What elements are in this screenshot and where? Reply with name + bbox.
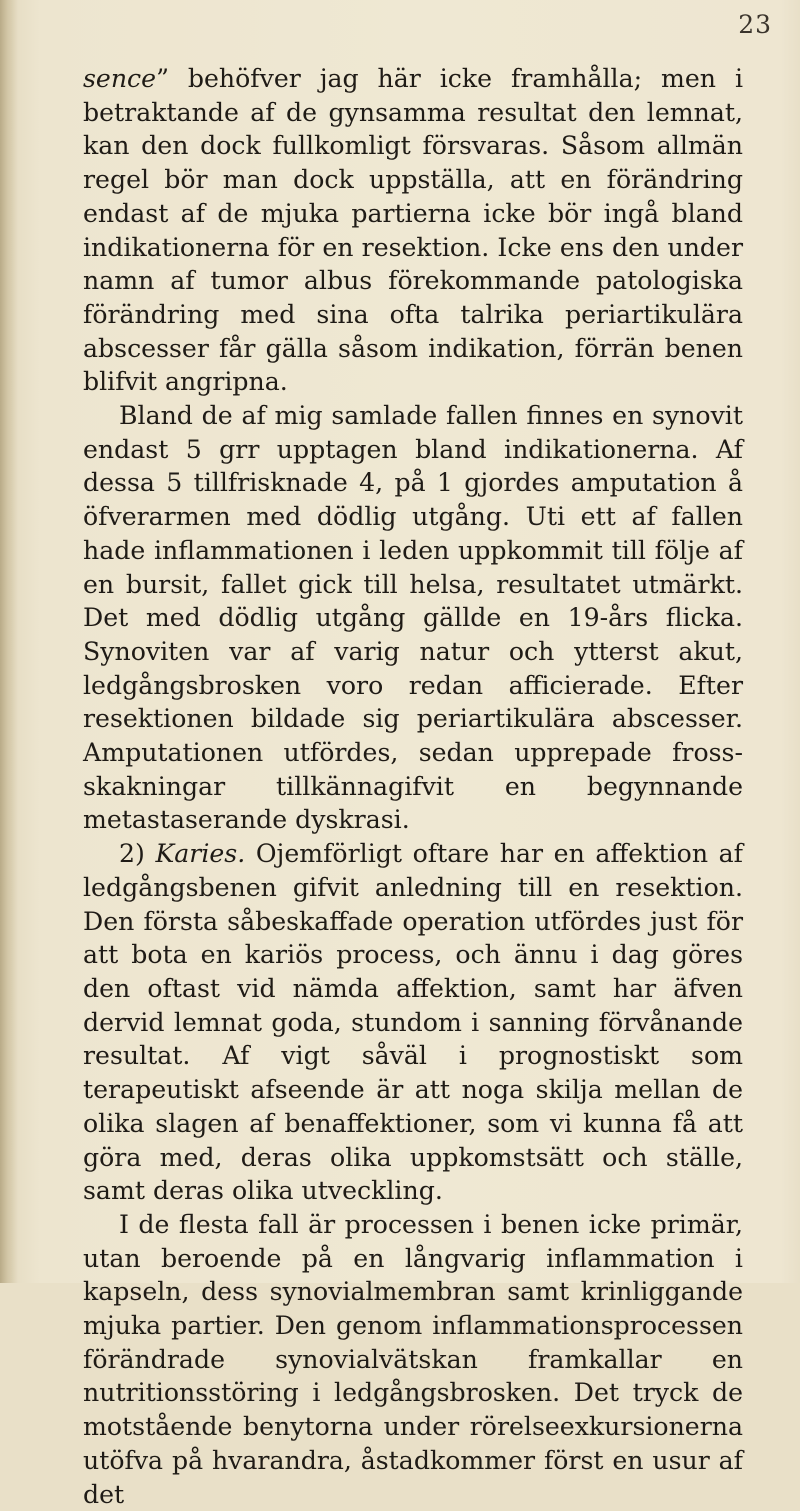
paragraph-3-text: Ojemförligt oftare har en affektion af ledgångsbenen gifvit anledning till en resektion. Den första såbeskaffade operation utfördes just för att bota en kariös process, och ännu i dag göres den oftast vid nämda affektion, samt har äfven dervid lemnat goda, stundom i sanning förvånande resultat. Af vigt såväl i prognostiskt som terapeutiskt afseende är att noga skilja mellan de olika slagen af benaffektioner, som vi kunna få att göra med, deras olika uppkomstsätt och ställe, samt deras olika utveckling. — [83, 839, 743, 1206]
paragraph-4-text: I de flesta fall är processen i benen icke primär, utan beroende på en långvarig inflammation i kapseln, dess synovialmembran samt krinliggande mjuka partier. Den genom inflammationsprocessen förändrade synovialvätskan framkallar en nutritionsstöring i ledgångsbrosken. Det tryck de motstående benytorna under rörelseexkursionerna utöfva på hvarandra, åstadkommer först en usur af det — [83, 1209, 743, 1509]
paragraph-3-number: 2) — [119, 839, 145, 869]
page-number: 23 — [738, 10, 772, 39]
paragraph-1-text: ” behöfver jag här icke framhålla; men i betraktande af de gynsamma resultat den lemnat, kan den dock fullkomligt försvaras. Såsom allmän regel bör man dock uppställa, att en förändring endast af de mjuka partierna icke bör ingå bland indikationerna för en resektion. Icke ens den under namn af tumor albus förekommande patologiska förändring med sina ofta talrika periartikulära abscesser får gälla såsom indikation, förrän benen blifvit angripna. — [83, 64, 743, 397]
page-gutter-shadow — [0, 0, 18, 1283]
paragraph-2 — [83, 399, 743, 837]
paragraph-4 — [83, 1208, 743, 1511]
paragraph-3-heading: Karies. — [155, 839, 246, 869]
body-text — [83, 62, 743, 1511]
paragraph-1 — [83, 62, 743, 399]
paragraph-1-lead-italic: sence — [83, 64, 157, 93]
paragraph-3 — [83, 837, 743, 1208]
paragraph-2-text: Bland de af mig samlade fallen finnes en synovit endast 5 grr upptagen bland indikationerna. Af dessa 5 tillfrisknade 4, på 1 gjordes amputation å öfverarmen med dödlig utgång. Uti ett af fallen hade inflammationen i leden uppkommit till följe af en bursit, fallet gick till helsa, resultatet utmärkt. Det med dödlig utgång gällde en 19-års flicka. Synoviten var af varig natur och ytterst akut, ledgångsbrosken voro redan afficierade. Efter resektionen bildade sig periartikulära abscesser. Amputationen utfördes, sedan upprepade fross-skakningar tillkännagifvit en begynnande metastaserande dyskrasi. — [83, 401, 743, 835]
